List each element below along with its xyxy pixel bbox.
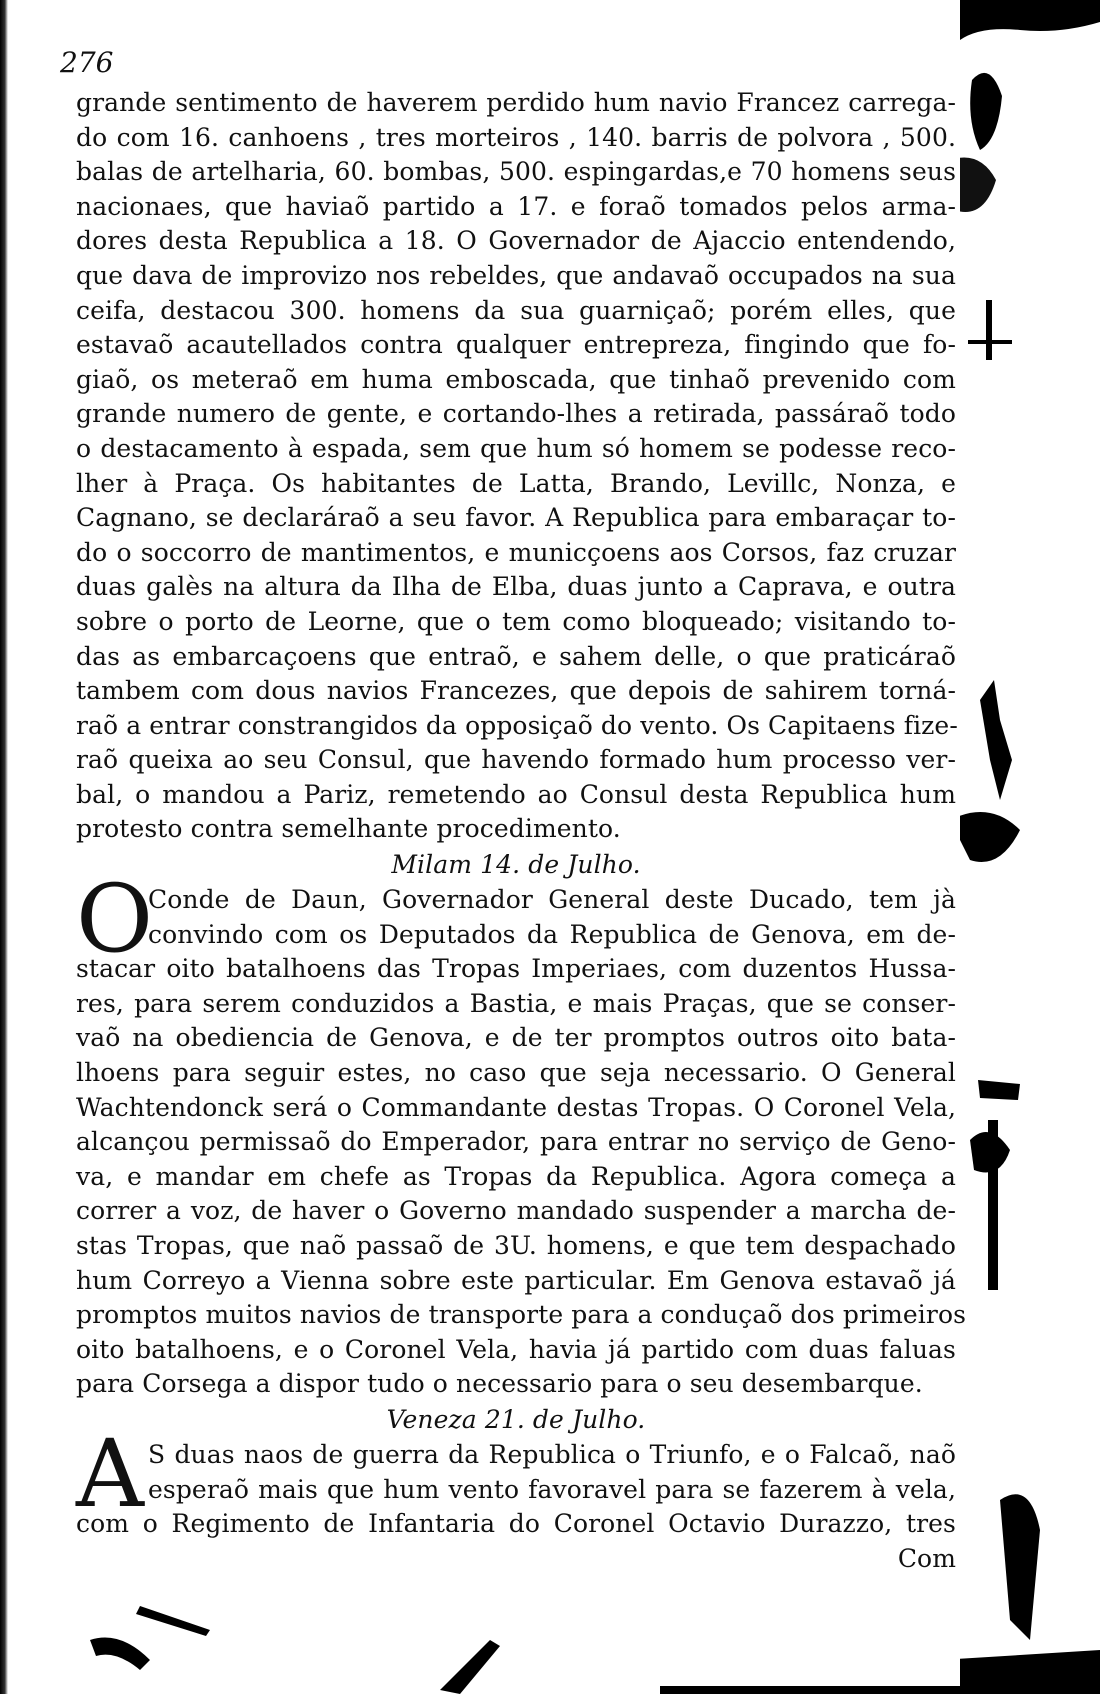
text-line: das as embarcaçoens que entraõ, e sahem delle, o que praticáraõ <box>76 641 956 671</box>
text-line: dores desta Republica a 18. O Governador de Ajaccio entendendo, <box>76 226 956 256</box>
text-line: res, para serem conduzidos a Bastia, e mais Praças, que se conser- <box>76 988 956 1018</box>
text-line: convindo com os Deputados da Republica de Genova, em de- <box>148 919 956 949</box>
text-line: que dava de improvizo nos rebeldes, que andavaõ occupados na sua <box>76 260 956 290</box>
text-line: balas de artelharia, 60. bombas, 500. espingardas,e 70 homens seus <box>76 157 956 187</box>
page-edge-shadow <box>0 0 8 1694</box>
text-line: grande sentimento de haverem perdido hum navio Francez carrega- <box>76 88 956 117</box>
text-line: protesto contra semelhante procedimento. <box>76 814 621 844</box>
text-line: Wachtendonck será o Commandante destas Tropas. O Coronel Vela, <box>76 1092 956 1122</box>
drop-cap: O <box>76 865 154 975</box>
page-number: 276 <box>60 46 114 79</box>
text-line: para Corsega a dispor tudo o necessario para o seu desembarque. <box>76 1369 923 1399</box>
text-line: bal, o mandou a Pariz, remetendo ao Consul desta Republica hum <box>76 779 956 809</box>
text-line: esperaõ mais que hum vento favoravel para se fazerem à vela, <box>148 1474 956 1504</box>
text-line: raõ queixa ao seu Consul, que havendo formado hum processo ver- <box>76 745 956 775</box>
text-line: do com 16. canhoens , tres morteiros , 140. barris de polvora , 500. <box>76 122 956 152</box>
text-line: S duas naos de guerra da Republica o Triunfo, e o Falcaõ, naõ <box>148 1439 956 1469</box>
text-line: lher à Praça. Os habitantes de Latta, Brando, Levillc, Nonza, e <box>76 468 956 498</box>
text-line: tambem com dous navios Francezes, que depois de sahirem torná- <box>76 676 956 706</box>
text-line: com o Regimento de Infantaria do Coronel Octavio Durazzo, tres <box>76 1509 956 1539</box>
text-line: do o soccorro de mantimentos, e municçoens aos Corsos, faz cruzar <box>76 537 956 567</box>
text-line: stas Tropas, que naõ passaõ de 3U. homens, e que tem despachado <box>76 1231 956 1260</box>
article-body <box>76 86 967 1576</box>
text-line: vaõ na obediencia de Genova, e de ter promptos outros oito bata- <box>76 1023 956 1053</box>
text-line: Cagnano, se declaráraõ a seu favor. A Republica para embaraçar to- <box>76 503 956 533</box>
text-line: Conde de Daun, Governador General deste Ducado, tem jà <box>148 885 956 915</box>
text-line: o destacamento à espada, sem que hum só homem se podesse reco- <box>76 433 956 463</box>
text-line: duas galès na altura da Ilha de Elba, duas junto a Caprava, e outra <box>76 572 956 602</box>
text-line: nacionaes, que haviaõ partido a 17. e foraõ tomados pelos arma- <box>76 191 956 221</box>
text-line: promptos muitos navios de transporte para a conduçaõ dos primeiros <box>76 1300 967 1330</box>
bottom-scan-artifacts <box>60 1600 960 1694</box>
text-line: ceifa, destacou 300. homens da sua guarniçaõ; porém elles, que <box>76 295 956 325</box>
text-line: raõ a entrar constrangidos da opposiçaõ do vento. Os Capitaens fize- <box>76 710 958 740</box>
dateline-veneza: Veneza 21. de Julho. <box>386 1404 646 1434</box>
text-line: hum Correyo a Vienna sobre este particular. Em Genova estavaõ já <box>76 1265 956 1295</box>
drop-cap: A <box>76 1419 144 1529</box>
text-line: lhoens para seguir estes, no caso que seja necessario. O General <box>76 1058 956 1088</box>
text-line: sobre o porto de Leorne, que o tem como bloqueado; visitando to- <box>76 606 956 636</box>
catchword: Com <box>897 1543 956 1573</box>
text-line: alcançou permissaõ do Emperador, para entrar no serviço de Geno- <box>76 1127 956 1157</box>
dateline-milam: Milam 14. de Julho. <box>391 850 641 880</box>
text-line: va, e mandar em chefe as Tropas da Republica. Agora começa a <box>76 1161 956 1191</box>
text-line: grande numero de gente, e cortando-lhes a retirada, passáraõ todo <box>76 399 956 429</box>
margin-bleed-through <box>960 0 1100 1694</box>
text-line: estavaõ acautellados contra qualquer entrepreza, fingindo que fo- <box>76 330 956 360</box>
text-line: oito batalhoens, e o Coronel Vela, havia já partido com duas faluas <box>76 1334 956 1364</box>
section-corsica <box>76 86 956 847</box>
text-line: giaõ, os meteraõ em huma emboscada, que tinhaõ prevenido com <box>76 364 956 394</box>
text-line: correr a voz, de haver o Governo mandado suspender a marcha de- <box>76 1196 956 1226</box>
text-line: stacar oito batalhoens das Tropas Imperiaes, com duzentos Hussa- <box>76 954 956 984</box>
